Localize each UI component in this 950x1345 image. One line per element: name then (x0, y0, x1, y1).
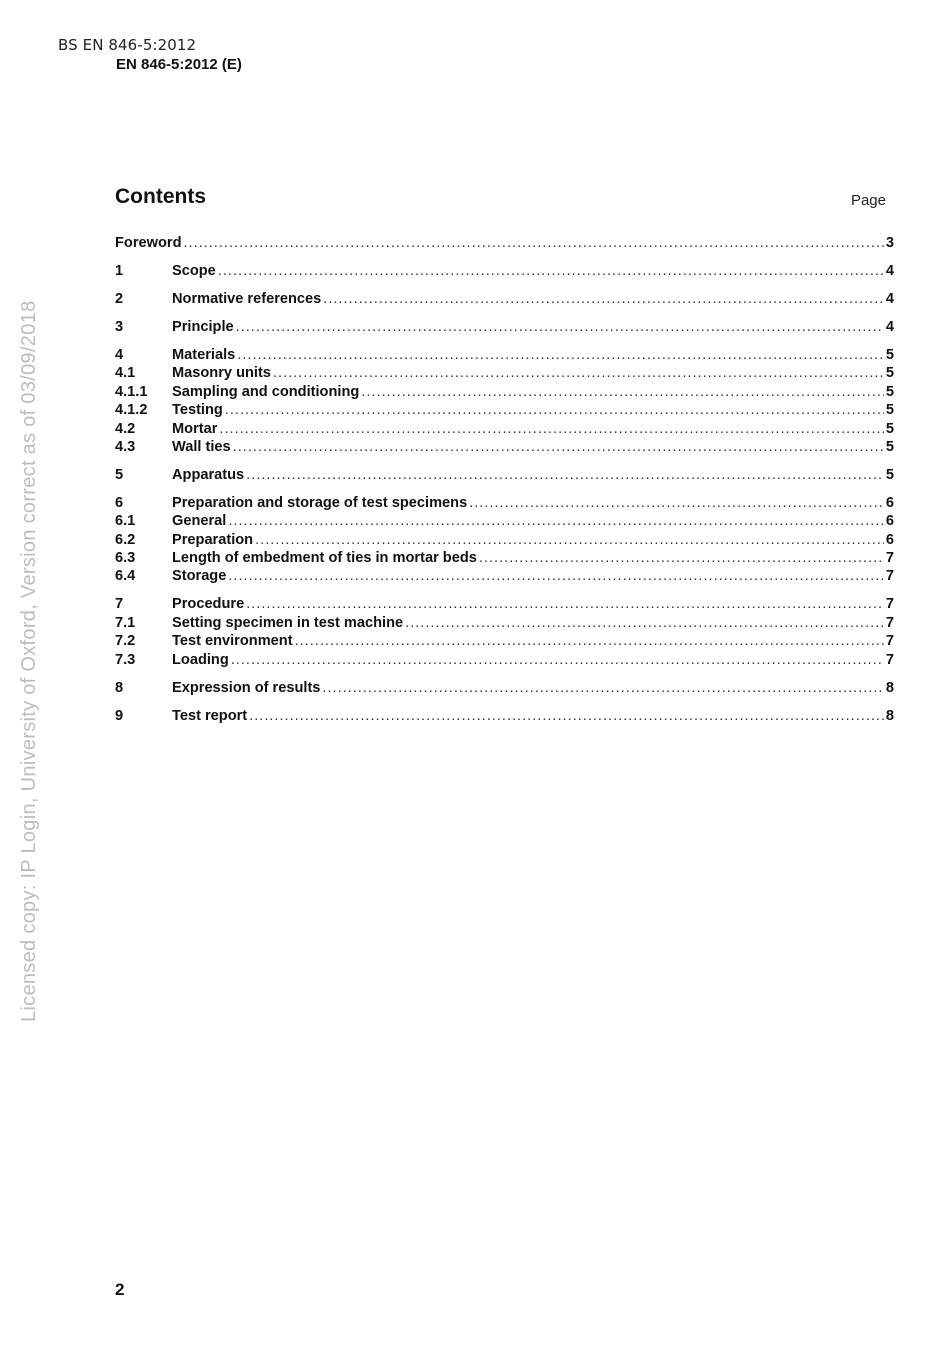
toc-dot-leader (246, 467, 884, 483)
toc-entry-title: Apparatus (172, 466, 245, 483)
toc-entry-page: 4 (885, 290, 894, 307)
toc-dot-leader (323, 291, 884, 307)
toc-entry-title: General (172, 513, 227, 530)
toc-entry-page: 5 (885, 466, 894, 483)
toc-dot-leader (469, 495, 884, 511)
toc-entry-title: Principle (172, 318, 234, 335)
toc-entry[interactable] (115, 439, 894, 457)
toc-entry-title: Setting specimen in test machine (172, 614, 404, 631)
toc-entry-title: Normative references (172, 290, 322, 307)
toc-entry-title: Testing (172, 402, 223, 419)
contents-title: Contents (115, 185, 206, 208)
toc-dot-leader (479, 550, 884, 566)
toc-entry-page: 8 (885, 707, 894, 724)
toc-entry-title: Test environment (172, 633, 293, 650)
toc-entry-number: 8 (115, 679, 124, 696)
toc-entry-title: Wall ties (172, 438, 231, 455)
toc-entry-title: Preparation (172, 531, 254, 548)
toc-entry-number: 4.1.2 (115, 402, 148, 419)
toc-entry-page: 6 (885, 513, 894, 530)
toc-entry[interactable] (115, 550, 894, 568)
toc-entry-page: 6 (885, 494, 894, 511)
toc-entry[interactable] (115, 235, 894, 253)
toc-entry-number: 1 (115, 262, 124, 279)
toc-entry[interactable] (115, 402, 894, 420)
toc-entry-page: 7 (885, 614, 894, 631)
toc-entry-title: Mortar (172, 420, 218, 437)
toc-entry-page: 7 (885, 596, 894, 613)
toc-entry-number: 6 (115, 494, 124, 511)
toc-dot-leader (233, 439, 884, 455)
toc-entry-page: 3 (885, 235, 894, 251)
toc-entry-number: 4 (115, 346, 124, 363)
toc-entry-number: 7.2 (115, 633, 136, 650)
toc-entry[interactable] (115, 532, 894, 550)
toc-entry-title: Preparation and storage of test specimens (172, 494, 468, 511)
standard-id: BS EN 846-5:2012 (58, 36, 197, 54)
document-id: EN 846-5:2012 (E) (116, 56, 242, 73)
toc-entry[interactable] (115, 615, 894, 633)
toc-entry[interactable] (115, 513, 894, 531)
toc-dot-leader (249, 708, 884, 724)
toc-entry-page: 6 (885, 531, 894, 548)
toc-entry-title: Procedure (172, 596, 245, 613)
toc-dot-leader (361, 384, 884, 400)
table-of-contents (115, 235, 894, 726)
toc-entry-title: Expression of results (172, 679, 321, 696)
toc-entry-number: 6.3 (115, 550, 136, 567)
toc-entry-page: 4 (885, 262, 894, 279)
toc-dot-leader (237, 347, 884, 363)
toc-entry-page: 5 (885, 420, 894, 437)
toc-entry-number: 7.3 (115, 651, 136, 668)
toc-entry-page: 5 (885, 438, 894, 455)
toc-entry[interactable] (115, 263, 894, 281)
toc-dot-leader (225, 402, 884, 418)
toc-entry-page: 7 (885, 550, 894, 567)
toc-entry-page: 8 (885, 679, 894, 696)
toc-entry-title: Storage (172, 568, 227, 585)
toc-entry[interactable] (115, 708, 894, 726)
toc-entry-page: 5 (885, 365, 894, 382)
toc-entry-number: 3 (115, 318, 124, 335)
toc-dot-leader (322, 680, 883, 696)
toc-dot-leader (231, 652, 884, 668)
toc-entry-title: Masonry units (172, 365, 271, 382)
toc-entry-title: Foreword (115, 235, 182, 251)
toc-entry[interactable] (115, 291, 894, 309)
toc-entry[interactable] (115, 319, 894, 337)
toc-entry[interactable] (115, 495, 894, 513)
toc-entry[interactable] (115, 347, 894, 365)
toc-entry-number: 4.3 (115, 438, 136, 455)
toc-entry-number: 4.1 (115, 365, 136, 382)
toc-entry-number: 6.1 (115, 513, 136, 530)
toc-entry-title: Length of embedment of ties in mortar beds (172, 550, 477, 567)
toc-entry-page: 5 (885, 383, 894, 400)
toc-dot-leader (236, 319, 884, 335)
toc-entry[interactable] (115, 384, 894, 402)
page-number: 2 (115, 1280, 125, 1299)
toc-entry-number: 9 (115, 707, 124, 724)
toc-entry[interactable] (115, 596, 894, 614)
toc-entry-number: 7 (115, 596, 124, 613)
toc-entry[interactable] (115, 652, 894, 670)
toc-dot-leader (219, 421, 883, 437)
toc-dot-leader (255, 532, 884, 548)
page-column-label: Page (850, 192, 886, 209)
toc-dot-leader (218, 263, 884, 279)
toc-entry-number: 2 (115, 290, 124, 307)
toc-dot-leader (228, 568, 884, 584)
toc-entry-page: 7 (885, 568, 894, 585)
toc-entry-title: Scope (172, 262, 216, 279)
toc-entry-number: 5 (115, 466, 124, 483)
toc-entry[interactable] (115, 680, 894, 698)
license-watermark: Licensed copy: IP Login, University of Oxford, Version correct as of 03/09/2018 (18, 300, 40, 1022)
toc-entry[interactable] (115, 421, 894, 439)
toc-entry[interactable] (115, 365, 894, 383)
toc-entry-title: Loading (172, 651, 229, 668)
toc-dot-leader (228, 513, 884, 529)
toc-entry-number: 6.2 (115, 531, 136, 548)
toc-entry-title: Sampling and conditioning (172, 383, 360, 400)
toc-entry-title: Materials (172, 346, 236, 363)
toc-entry-page: 7 (885, 633, 894, 650)
toc-dot-leader (246, 596, 884, 612)
toc-entry-page: 5 (885, 346, 894, 363)
toc-entry-number: 7.1 (115, 614, 136, 631)
toc-dot-leader (273, 365, 884, 381)
toc-entry[interactable] (115, 467, 894, 485)
toc-entry-number: 4.2 (115, 420, 136, 437)
toc-dot-leader (295, 633, 884, 649)
toc-dot-leader (405, 615, 884, 631)
toc-dot-leader (183, 235, 883, 251)
toc-entry-number: 6.4 (115, 568, 136, 585)
toc-entry-page: 7 (885, 651, 894, 668)
toc-entry[interactable] (115, 568, 894, 586)
toc-entry-page: 4 (885, 318, 894, 335)
toc-entry[interactable] (115, 633, 894, 651)
toc-entry-page: 5 (885, 402, 894, 419)
toc-entry-number: 4.1.1 (115, 383, 148, 400)
toc-entry-title: Test report (172, 707, 248, 724)
